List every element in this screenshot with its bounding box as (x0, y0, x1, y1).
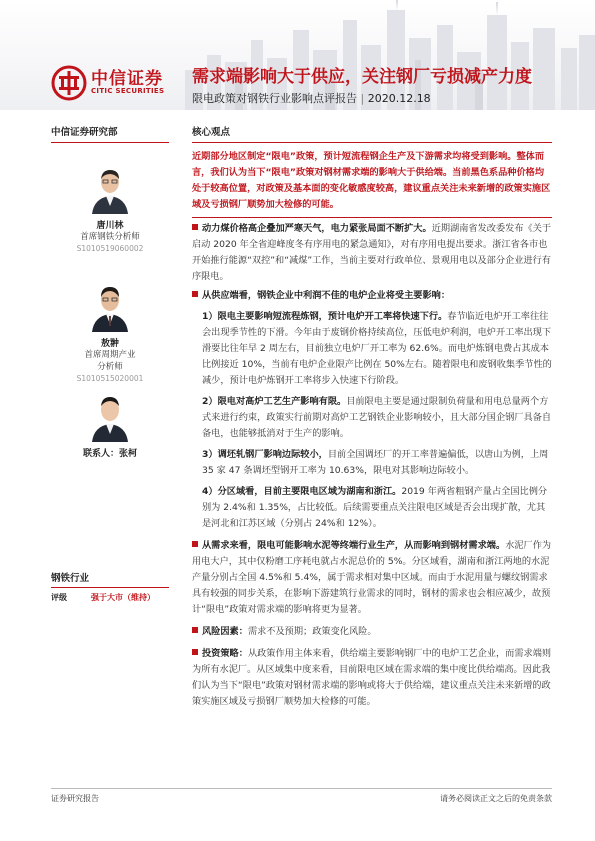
sub-point-1 (192, 309, 552, 389)
bullet-square-icon (192, 224, 198, 230)
sub-point-body: 春节临近电炉开工率往往会出现季节性的下滑。今年由于废钢价格持续高位，压低电炉利润，电炉开工率出现下滑要比往年早 2 周左右，目前独立电炉厂开工率为 62.6%。而电炉炼钢电费占其成本比例接近 10%，当前有电炉企业限产比例在 50%左右。随着限电和废钢收集季节性的减少，预计电炉炼钢开工率将步入快速下行阶段。 (202, 311, 552, 386)
citic-logo-icon (51, 65, 87, 101)
analyst-license-id: S1010519060002 (76, 244, 144, 253)
contact-name: 张柯 (119, 449, 138, 459)
paragraph-strategy (192, 646, 552, 710)
analyst-photo (88, 162, 132, 214)
page-footer (51, 788, 552, 804)
report-date: 2020.12.18 (367, 92, 431, 105)
left-sidebar (51, 124, 169, 459)
paragraph-power-shortage (192, 221, 552, 285)
report-type: 限电政策对钢铁行业影响点评报告 (192, 92, 357, 105)
key-summary: 近期部分地区制定“限电”政策，预计短流程钢企生产及下游需求均将受到影响。整体而言，我们认为当下“限电”政策对钢材需求端的影响大于供给端。当前黑色系品种价格均处于较高位置，对政策及基本面的变化敏感度较高，建议重点关注未来新增的政策实施区域及亏损钢厂顺势加大检修的可能。 (192, 151, 551, 210)
sub-point-4 (192, 484, 552, 532)
paragraph-body: 从政策作用主体来看，供给端主要影响钢厂中的电炉工艺企业，而需求端则为所有水泥厂。从区域集中度来看，目前限电区域在需求端的集中度比供给端高。因此我们认为当下“限电”政策对钢材需求端的影响或将大于供给端，建议重点关注未来新增的政策实施区域及亏损钢厂顺势加大检修的可能。 (192, 648, 552, 707)
rating-value: 强于大市（维持） (91, 593, 155, 602)
analyst-license-id: S1010515020001 (76, 374, 144, 383)
analyst-name: 敖翀 (100, 339, 119, 349)
brand-name-cn: 中信证券 (91, 69, 163, 89)
paragraph-lead: 从需求来看，限电可能影响水泥等终端行业生产，从而影响到钢材需求端。 (202, 540, 506, 551)
industry-rating-box (51, 570, 169, 603)
analyst-name: 唐川林 (96, 221, 124, 231)
analyst-card (51, 162, 169, 254)
footer-left: 证券研究报告 (51, 794, 99, 803)
contact-label: 联系人： (82, 449, 119, 459)
paragraph-body: 需求不及预期；政策变化风险。 (247, 626, 377, 637)
citic-logo (51, 62, 181, 102)
brand-name-en: CITIC SECURITIES (91, 87, 165, 95)
bullet-square-icon (192, 291, 198, 297)
contact-card (51, 390, 169, 442)
summary-divider (192, 217, 552, 218)
contact-photo (88, 390, 132, 442)
bullet-square-icon (192, 541, 198, 547)
analyst-photo (88, 280, 132, 332)
sub-point-body: 目前全国调坯厂的开工率普遍偏低，以唐山为例，上周 35 家 47 条调坯型钢开工率为 10.63%，限电对其影响边际较小。 (202, 449, 549, 476)
paragraph-lead: 投资策略： (202, 648, 248, 659)
main-content (192, 124, 552, 710)
sub-point-lead: 2）限电对高炉工艺生产影响有限。 (202, 396, 347, 407)
analyst-card (51, 280, 169, 384)
industry-name: 钢铁行业 (51, 570, 169, 588)
contact-line (51, 446, 169, 459)
rating-label: 评级 (51, 593, 67, 602)
sub-point-2 (192, 394, 552, 442)
paragraph-demand (192, 538, 552, 618)
sub-point-lead: 1）限电主要影响短流程炼钢，预计电炉开工率将快速下行。 (202, 311, 448, 322)
sub-point-body: 目前限电主要是通过限制负荷量和用电总量两个方式来进行约束，政策实行前期对高炉工艺钢铁企业影响较小，且大部分国企钢厂具备自备电，也能够抵消对于生产的影响。 (202, 396, 552, 439)
report-subtitle: 限电政策对钢铁行业影响点评报告 | 2020.12.18 (192, 92, 431, 105)
analyst-role-line2: 分析师 (97, 362, 123, 372)
analyst-role: 首席钢铁分析师 (80, 232, 140, 242)
footer-disclaimer: 请务必阅读正文之后的免责条款 (440, 794, 552, 803)
rating-row (51, 588, 169, 603)
sub-point-lead: 4）分区域看，目前主要限电区域为湖南和浙江。 (202, 486, 402, 497)
section-title: 核心观点 (192, 124, 552, 143)
report-title: 需求端影响大于供应，关注钢厂亏损减产力度 (192, 67, 532, 87)
sub-point-3 (192, 447, 552, 479)
report-header (0, 0, 595, 110)
institute-label: 中信证券研究部 (51, 124, 169, 143)
analyst-role-line1: 首席周期产业 (84, 350, 136, 360)
bullet-square-icon (192, 649, 198, 655)
paragraph-body: 水泥厂作为用电大户，其中仅粉磨工序耗电就占水泥总价的 5%。分区域看，湖南和浙江两地的水泥产量分别占全国 4.5%和 5.4%，属于需求相对集中区域。而由于水泥用量与螺纹钢需求具有较强的同步关系，在影响下游建筑行业需求的同时，钢材的需求也会相应减少，故预计“限电”政策对需求端的影响将更为显著。 (192, 540, 552, 615)
paragraph-risk (192, 624, 552, 640)
paragraph-lead: 从供应端看，钢铁企业中利润不佳的电炉企业将受主要影响： (202, 290, 451, 301)
bullet-square-icon (192, 627, 198, 633)
paragraph-lead: 风险因素： (202, 626, 248, 637)
paragraph-lead: 动力煤价格高企叠加严寒天气，电力紧张局面不断扩大。 (202, 223, 432, 234)
sub-point-lead: 3）调坯轧钢厂影响边际较小， (202, 449, 328, 460)
paragraph-supply (192, 288, 552, 304)
paragraph-body: 近期湖南省发改委发布《关于启动 2020 年全省迎峰度冬有序用电的紧急通知》，对有序用电提出要求。浙江省各市也开始推行能源“双控”和“减煤”工作，当前主要对行政单位、景观用电以及部分企业进行有序限电。 (192, 223, 552, 282)
sub-point-body: 2019 年两省粗钢产量占全国比例分别为 2.4%和 1.35%，占比较低。后续需要重点关注限电区域是否会出现扩散，尤其是河北和江苏区域（分别占 24%和 12%）。 (202, 486, 548, 529)
